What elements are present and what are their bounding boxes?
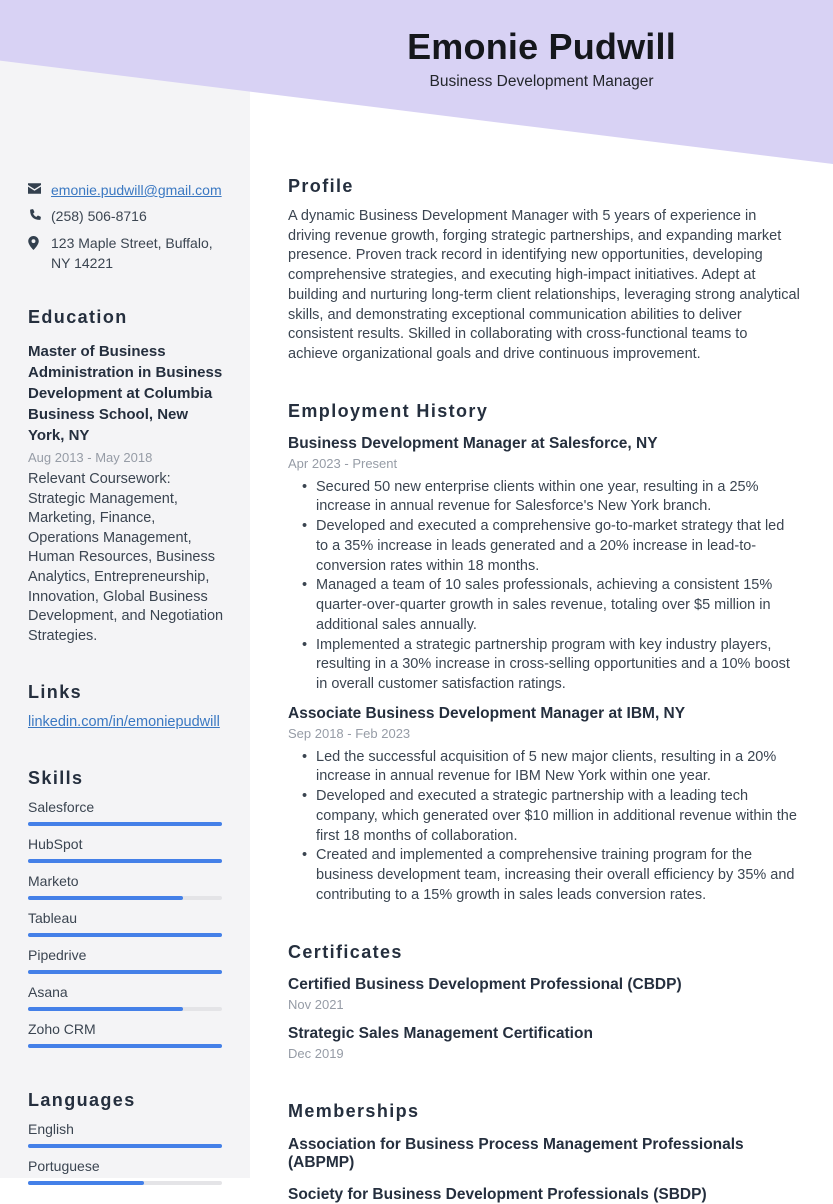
job-bullets	[288, 748, 800, 906]
education-heading: Education	[28, 307, 128, 328]
phone-number: (258) 506-8716	[51, 208, 147, 225]
skills-heading: Skills	[28, 768, 84, 789]
language-bar-fill	[28, 1144, 222, 1148]
job-entry	[288, 435, 800, 695]
skill-bar-track	[28, 822, 222, 826]
skill-item	[28, 836, 224, 863]
certificate-dates: Dec 2019	[288, 1046, 344, 1062]
link-item	[28, 714, 224, 730]
skill-name: Salesforce	[28, 799, 95, 816]
job-bullet: • Implemented a strategic partnership program with key industry players, resulting in a 30% increase in cross-selling opportunities and a 10% boost in overall customer satisfaction ratings.	[316, 636, 800, 695]
certificate-dates: Nov 2021	[288, 997, 344, 1013]
skill-bar-track	[28, 859, 222, 863]
certificates-heading: Certificates	[288, 942, 403, 963]
skill-bar-fill	[28, 822, 222, 826]
skill-item	[28, 947, 224, 974]
skill-bar-track	[28, 896, 222, 900]
memberships-heading: Memberships	[288, 1101, 420, 1122]
skill-bar-fill	[28, 859, 222, 863]
person-job-title: Business Development Manager	[429, 73, 654, 90]
location-pin-icon	[28, 236, 41, 250]
skill-bar-fill	[28, 933, 222, 937]
job-bullets	[288, 478, 800, 695]
job-dates: Apr 2023 - Present	[288, 455, 398, 471]
sidebar	[28, 180, 224, 1185]
skill-name: Tableau	[28, 910, 78, 927]
skill-name: Pipedrive	[28, 947, 87, 964]
education-description: Relevant Coursework: Strategic Management, Marketing, Finance, Operations Management, Human Resources, Business Analytics, Entrepreneurship, Innovation, Global Business Development, and Negotiation Strategies.	[28, 471, 224, 644]
header	[250, 26, 833, 91]
job-bullet: • Developed and executed a strategic partnership with a leading tech company, which generated over $10 million in additional revenue within the first 18 months of collaboration.	[316, 787, 800, 846]
job-bullet: • Secured 50 new enterprise clients within one year, resulting in a 25% increase in annual revenue for Salesforce's New York branch.	[316, 478, 800, 517]
education-dates: Aug 2013 - May 2018	[28, 450, 153, 466]
skill-item	[28, 799, 224, 826]
skill-bar-track	[28, 933, 222, 937]
skill-name: HubSpot	[28, 836, 83, 853]
certificate-title: Certified Business Development Professional (CBDP)	[288, 976, 682, 994]
skill-bar-fill	[28, 1007, 183, 1011]
skill-bar-fill	[28, 970, 222, 974]
skill-item	[28, 984, 224, 1011]
language-name: English	[28, 1121, 74, 1138]
skill-bar-fill	[28, 1044, 222, 1048]
job-bullet: • Led the successful acquisition of 5 new major clients, resulting in a 20% increase in annual revenue for IBM New York within one year.	[316, 748, 800, 787]
employment-heading: Employment History	[288, 400, 489, 421]
language-bar-fill	[28, 1181, 144, 1185]
envelope-icon	[28, 183, 41, 194]
links-heading: Links	[28, 682, 83, 703]
job-title: Business Development Manager at Salesforce, NY	[288, 434, 658, 452]
skill-item	[28, 910, 224, 937]
skill-name: Zoho CRM	[28, 1021, 96, 1038]
linkedin-link[interactable]: linkedin.com/in/emoniepudwill	[28, 714, 220, 731]
education-degree: Master of Business Administration in Business Development at Columbia Business School, New York, NY	[28, 343, 223, 445]
skill-bar-fill	[28, 896, 183, 900]
skill-name: Marketo	[28, 873, 79, 890]
certificate-title: Strategic Sales Management Certification	[288, 1025, 593, 1043]
job-entry	[288, 705, 800, 906]
language-bar-track	[28, 1144, 222, 1148]
language-name: Portuguese	[28, 1158, 100, 1175]
email-link[interactable]: emonie.pudwill@gmail.com	[51, 182, 222, 198]
skill-bar-track	[28, 1044, 222, 1048]
language-bar-track	[28, 1181, 222, 1185]
skill-item	[28, 873, 224, 900]
skill-item	[28, 1021, 224, 1048]
languages-heading: Languages	[28, 1090, 136, 1111]
skill-name: Asana	[28, 984, 68, 1001]
address: 123 Maple Street, Buffalo, NY 14221	[51, 234, 213, 271]
certificate-entry	[288, 1025, 800, 1061]
profile-text: A dynamic Business Development Manager with 5 years of experience in driving revenue growth, forging strategic partnerships, and expanding market presence. Proven track record in identifying new opportunities, developing comprehensive strategies, and executing high-impact initiatives. Adept at building and nurturing long-term client relationships, leveraging strong analytical skills, and demonstrating exceptional communication abilities to deliver consistent results. Skilled in collaborating with cross-functional teams to achieve organizational goals and drive continuous improvement.	[288, 208, 800, 363]
language-item	[28, 1121, 224, 1148]
contact-phone-row	[28, 206, 224, 226]
person-name: Emonie Pudwill	[407, 26, 676, 67]
skill-bar-track	[28, 1007, 222, 1011]
language-item	[28, 1158, 224, 1185]
job-bullet: • Developed and executed a comprehensive go-to-market strategy that led to a 35% increase in leads generated and a 20% increase in lead-to-conversion rates within 18 months.	[316, 517, 800, 576]
membership-entry: Association for Business Process Management Professionals (ABPMP)	[288, 1136, 744, 1172]
membership-entry: Society for Business Development Professionals (SBDP)	[288, 1186, 707, 1204]
profile-heading: Profile	[288, 176, 354, 196]
job-bullet: • Managed a team of 10 sales professionals, achieving a consistent 15% quarter-over-quarter growth in sales revenue, totaling over $5 million in additional sales annually.	[316, 576, 800, 635]
phone-icon	[28, 209, 41, 222]
main-column	[288, 176, 800, 1204]
certificate-entry	[288, 976, 800, 1012]
contact-email-row	[28, 180, 224, 200]
contact-address-row	[28, 233, 224, 274]
job-dates: Sep 2018 - Feb 2023	[288, 725, 411, 741]
skill-bar-track	[28, 970, 222, 974]
job-title: Associate Business Development Manager at IBM, NY	[288, 704, 686, 722]
job-bullet: • Created and implemented a comprehensive training program for the business development team, increasing their overall efficiency by 35% and contributing to a 15% growth in sales leads conversion rates.	[316, 846, 800, 905]
